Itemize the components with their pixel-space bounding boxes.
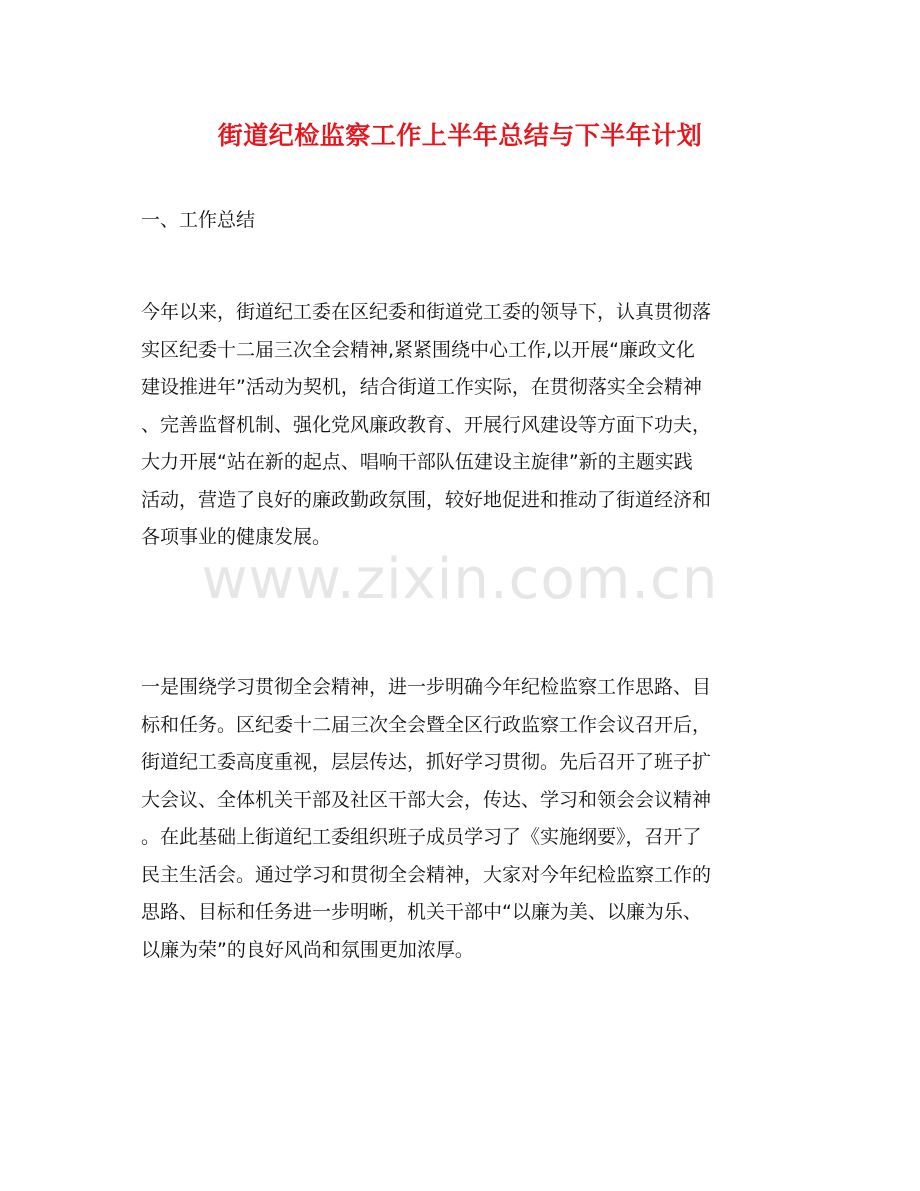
paragraph-line: 建设推进年”活动为契机，结合街道工作实际，在贯彻落实全会精神	[141, 376, 702, 398]
paragraph-line: 、完善监督机制、强化党风廉政教育、开展行风建设等方面下功夫，	[141, 413, 712, 436]
paragraph-line: 大会议、全体机关干部及社区干部大会，传达、学习和领会会议精神	[141, 788, 712, 811]
paragraph-line: 以廉为荣”的良好风尚和氛围更加浓厚。	[141, 938, 474, 961]
paragraph-line: 各项事业的健康发展。	[141, 526, 332, 548]
paragraph-line: 民主生活会。通过学习和贯彻全会精神，大家对今年纪检监察工作的	[141, 863, 712, 886]
paragraph-line: 活动，营造了良好的廉政勤政氛围，较好地促进和推动了街道经济和	[141, 488, 712, 511]
document-title: 街道纪检监察工作上半年总结与下半年计划	[217, 121, 703, 150]
paragraph-line: 今年以来，街道纪工委在区纪委和街道党工委的领导下，认真贯彻落	[141, 301, 712, 323]
section-heading: 一、工作总结	[141, 209, 256, 231]
paragraph-line: 思路、目标和任务进一步明晰，机关干部中“以廉为美、以廉为乐、	[141, 901, 702, 923]
watermark: www.zixin.com.cn	[201, 547, 719, 612]
paragraph-line: 大力开展“站在新的起点、唱响干部队伍建设主旋律”新的主题实践	[141, 451, 693, 473]
paragraph-line: 街道纪工委高度重视，层层传达，抓好学习贯彻。先后召开了班子扩	[141, 751, 712, 773]
paragraph-2	[141, 669, 781, 969]
paragraph-line: 一是围绕学习贯彻全会精神，进一步明确今年纪检监察工作思路、目	[141, 676, 712, 698]
paragraph-line: 。在此基础上街道纪工委组织班子成员学习了《实施纲要》，召开了	[141, 826, 702, 848]
paragraph-line: 实区纪委十二届三次全会精神,紧紧围绕中心工作,以开展“廉政文化	[141, 338, 695, 361]
paragraph-1	[141, 294, 781, 557]
paragraph-line: 标和任务。区纪委十二届三次全会暨全区行政监察工作会议召开后，	[141, 713, 712, 736]
